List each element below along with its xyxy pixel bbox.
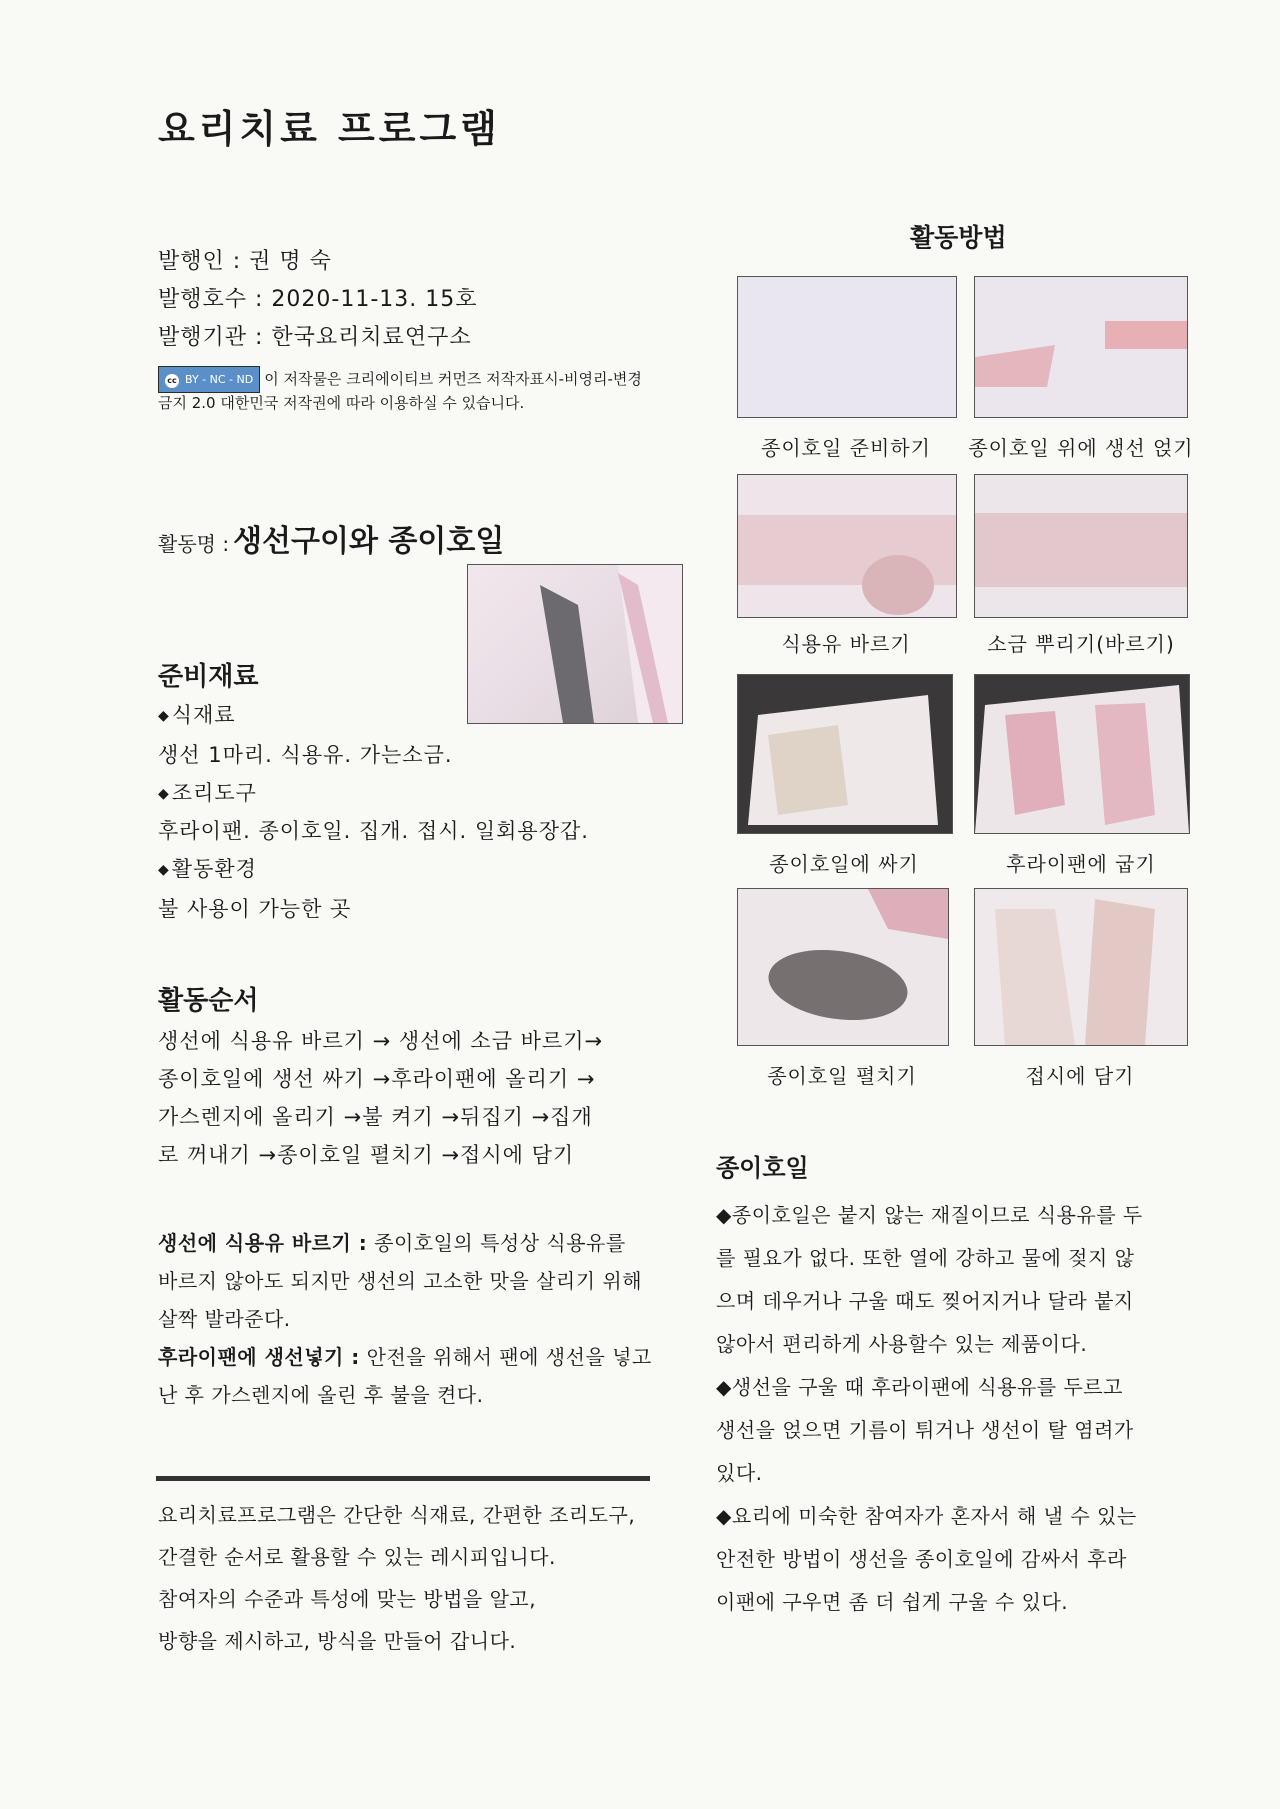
order-line: 로 꺼내기 →종이호일 펼치기 →접시에 담기: [158, 1143, 575, 1167]
note-pan: [158, 1338, 652, 1414]
activity-label: 활동명 :: [158, 532, 230, 556]
cc-license-badge: [158, 366, 260, 393]
method-heading: 활동방법: [910, 223, 1007, 252]
step-caption: 후라이팬에 굽기: [1006, 852, 1156, 876]
foil-line: 를 필요가 없다. 또한 열에 강하고 물에 젖지 않: [716, 1246, 1135, 1270]
foil-description: [716, 1194, 1216, 1624]
ingredients-label: ◆ 식재료: [158, 696, 236, 735]
foil-line: 않아서 편리하게 사용할수 있는 제품이다.: [716, 1332, 1088, 1356]
step-caption: 종이호일 위에 생선 얹기: [968, 436, 1194, 460]
step-photo-8: [974, 888, 1188, 1046]
order-line: 가스렌지에 올리기 →불 켜기 →뒤집기 →집개: [158, 1105, 593, 1129]
note-text: 안전을 위해서 팬에 생선을 넣고 난 후 가스렌지에 올린 후 불을 켠다.: [158, 1345, 652, 1407]
step-caption: 접시에 담기: [1025, 1064, 1135, 1088]
foil-line: 이팬에 구우면 좀 더 쉽게 구울 수 있다.: [716, 1590, 1069, 1614]
ingredients-list: 생선 1마리. 식용유. 가는소금.: [158, 743, 453, 767]
activity-name: [158, 516, 504, 560]
cc-icon: cc: [165, 374, 179, 388]
fish-photo: [467, 564, 683, 724]
issue-number: 발행호수 : 2020-11-13. 15호: [158, 287, 478, 312]
tools-list: 후라이팬. 종이호일. 집개. 접시. 일회용장갑.: [158, 819, 589, 843]
foil-line: ◆종이호일은 붙지 않는 재질이므로 식용유를 두: [716, 1203, 1143, 1227]
foil-line: 있다.: [716, 1461, 763, 1485]
foil-heading: 종이호일: [716, 1154, 809, 1182]
divider: [156, 1476, 650, 1481]
step-caption: 소금 뿌리기(바르기): [987, 632, 1175, 656]
foil-line: ◆생선을 구울 때 후라이팬에 식용유를 두르고: [716, 1375, 1123, 1399]
step-photo-4: [974, 474, 1188, 618]
environment-label: ◆ 활동환경: [158, 850, 257, 889]
foil-line: 안전한 방법이 생선을 종이호일에 감싸서 후라: [716, 1547, 1127, 1571]
order-steps: [158, 1022, 658, 1174]
foil-line: 으며 데우거나 구울 때도 찢어지거나 달라 붙지: [716, 1289, 1134, 1313]
publishing-org: 발행기관 : 한국요리치료연구소: [158, 325, 472, 350]
step-caption: 종이호일 준비하기: [761, 436, 931, 460]
footer-line: 간결한 순서로 활용할 수 있는 레시피입니다.: [158, 1545, 556, 1569]
step-photo-6: [974, 674, 1190, 834]
activity-title: 생선구이와 종이호일: [233, 524, 505, 559]
fish-illustration: [468, 565, 682, 723]
tools-label: ◆ 조리도구: [158, 774, 257, 813]
license-text: 이 저작물은 크리에이티브 커먼즈 저작자표시-비영리-변경금지 2.0 대한민국 저작권에 따라 이용하실 수 있습니다.: [158, 370, 642, 412]
foil-line: 생선을 얹으면 기름이 튀거나 생선이 탈 염려가: [716, 1418, 1134, 1442]
step-photo-7: [737, 888, 949, 1046]
step-caption: 종이호일 펼치기: [767, 1064, 917, 1088]
footer-line: 요리치료프로그램은 간단한 식재료, 간편한 조리도구,: [158, 1503, 636, 1527]
page-title: 요리치료 프로그램: [158, 107, 501, 151]
step-photo-1: [737, 276, 957, 418]
note-oil: [158, 1224, 652, 1338]
step-caption: 종이호일에 싸기: [769, 852, 919, 876]
step-caption: 식용유 바르기: [781, 632, 911, 656]
note-label: 생선에 식용유 바르기 :: [158, 1231, 368, 1255]
foil-line: ◆요리에 미숙한 참여자가 혼자서 해 낼 수 있는: [716, 1504, 1137, 1528]
note-text: 종이호일의 특성상 식용유를 바르지 않아도 되지만 생선의 고소한 맛을 살리기 위해 살짝 발라준다.: [158, 1231, 643, 1331]
materials-heading: 준비재료: [158, 662, 259, 692]
environment-text: 불 사용이 가능한 곳: [158, 897, 352, 921]
step-photo-5: [737, 674, 953, 834]
license-notice: [158, 366, 648, 414]
step-photo-2: [974, 276, 1188, 418]
order-line: 종이호일에 생선 싸기 →후라이팬에 올리기 →: [158, 1067, 596, 1091]
order-heading: 활동순서: [158, 986, 259, 1016]
footer-line: 방향을 제시하고, 방식을 만들어 갑니다.: [158, 1629, 517, 1653]
publisher: 발행인 : 권 명 숙: [158, 249, 332, 274]
step-photo-3: [737, 474, 957, 618]
program-description: [158, 1494, 635, 1662]
footer-line: 참여자의 수준과 특성에 맞는 방법을 알고,: [158, 1587, 537, 1611]
order-line: 생선에 식용유 바르기 → 생선에 소금 바르기→: [158, 1029, 604, 1053]
note-label: 후라이팬에 생선넣기 :: [158, 1345, 360, 1369]
cc-badge-text: BY - NC - ND: [185, 373, 254, 386]
